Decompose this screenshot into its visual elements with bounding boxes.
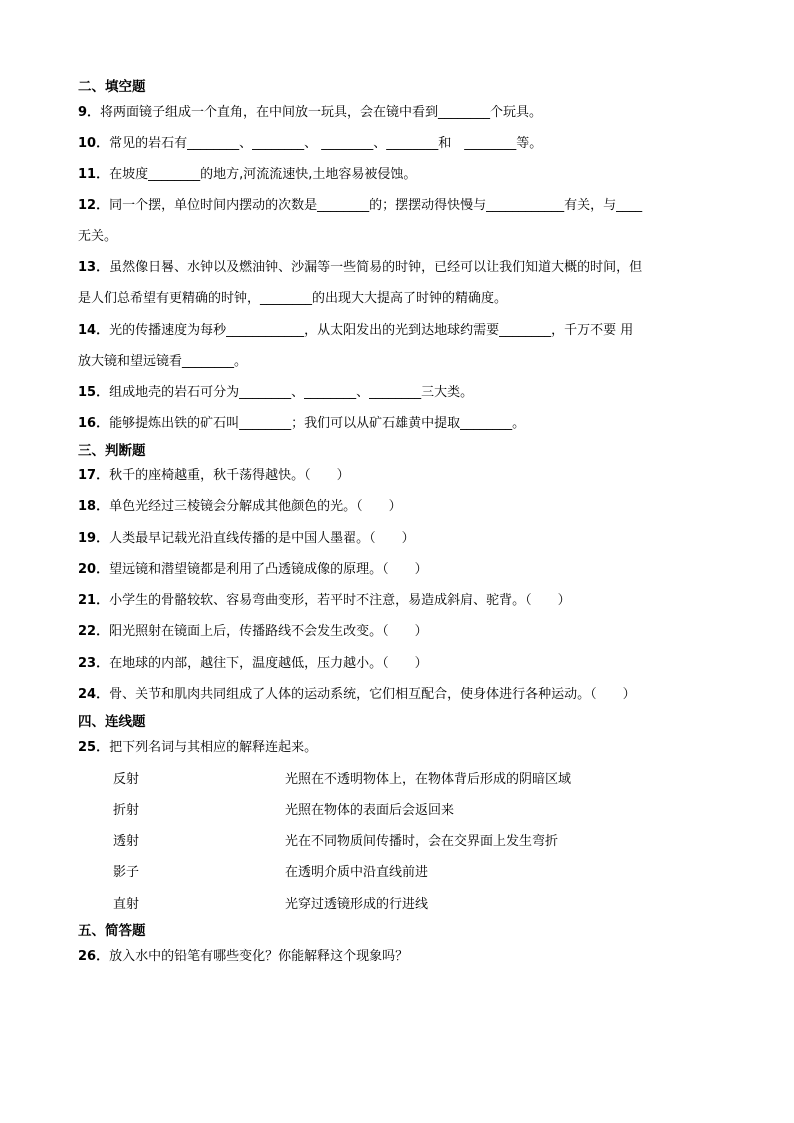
question-text: 把下列名词与其相应的解释连起来。 — [109, 740, 318, 755]
question-18 — [78, 498, 722, 516]
question-number: 9． — [78, 105, 101, 120]
question-text: 阳光照射在镜面上后，传播路线不会发生改变。（ ） — [109, 624, 428, 639]
question-17 — [78, 467, 722, 485]
question-15 — [78, 384, 722, 402]
match-term[interactable]: 透射 — [113, 834, 140, 849]
question-number: 22． — [78, 624, 110, 639]
question-text: 小学生的骨骼较软、容易弯曲变形，若平时不注意，易造成斜肩、驼背。（ ） — [109, 593, 571, 608]
question-14-continued — [78, 353, 722, 371]
question-number: 26． — [78, 949, 110, 964]
question-13 — [78, 259, 722, 277]
question-26 — [78, 948, 722, 966]
match-term[interactable]: 反射 — [113, 772, 140, 787]
question-13-continued — [78, 290, 722, 308]
question-text: 光的传播速度为每秒____________，从太阳发出的光到达地球约需要________，千万不要 用 — [109, 323, 634, 338]
match-definition[interactable]: 光照在物体的表面后会返回来 — [285, 803, 455, 818]
question-text: 是人们总希望有更精确的时钟，________的出现大大提高了时钟的精确度。 — [78, 291, 508, 306]
match-definition[interactable]: 光穿过透镜形成的行进线 — [285, 897, 429, 912]
question-21 — [78, 592, 722, 610]
question-text: 秋千的座椅越重，秋千荡得越快。（ ） — [109, 468, 350, 483]
question-text: 虽然像日晷、水钟以及燃油钟、沙漏等一些简易的时钟，已经可以让我们知道大概的时间，但 — [109, 260, 643, 275]
question-number: 14． — [78, 323, 110, 338]
question-text: 单色光经过三棱镜会分解成其他颜色的光。（ ） — [109, 499, 402, 514]
question-number: 21． — [78, 593, 110, 608]
question-25 — [78, 739, 722, 757]
question-19 — [78, 530, 722, 548]
section-heading-fill: 二、填空题 — [78, 79, 146, 95]
question-text: 人类最早记载光沿直线传播的是中国人墨翟。（ ） — [109, 531, 415, 546]
question-text: 将两面镜子组成一个直角，在中间放一玩具，会在镜中看到________个玩具。 — [100, 105, 543, 120]
match-term[interactable]: 影子 — [113, 865, 140, 880]
question-23 — [78, 655, 722, 673]
question-number: 13． — [78, 260, 110, 275]
question-text: 望远镜和潜望镜都是利用了凸透镜成像的原理。（ ） — [109, 562, 428, 577]
question-number: 16． — [78, 416, 110, 431]
question-22 — [78, 623, 722, 641]
question-number: 24． — [78, 687, 110, 702]
question-text: 在坡度________的地方,河流流速快,土地容易被侵蚀。 — [109, 167, 417, 182]
question-number: 15． — [78, 385, 110, 400]
question-number: 25． — [78, 740, 110, 755]
question-number: 18． — [78, 499, 110, 514]
match-definition[interactable]: 在透明介质中沿直线前进 — [285, 865, 429, 880]
question-9 — [78, 104, 722, 122]
question-16 — [78, 415, 722, 433]
question-number: 10． — [78, 136, 110, 151]
question-20 — [78, 561, 722, 579]
section-heading-judge: 三、判断题 — [78, 443, 146, 459]
question-12 — [78, 197, 722, 215]
question-10 — [78, 135, 722, 153]
match-definition[interactable]: 光在不同物质间传播时，会在交界面上发生弯折 — [285, 834, 559, 849]
section-heading-short: 五、简答题 — [78, 923, 146, 939]
question-number: 19． — [78, 531, 110, 546]
question-number: 23． — [78, 656, 110, 671]
question-text: 同一个摆，单位时间内摆动的次数是________的；摆摆动得快慢与____________有关，与____ — [109, 198, 643, 213]
match-term[interactable]: 直射 — [113, 897, 140, 912]
question-text: 能够提炼出铁的矿石叫________；我们可以从矿石雄黄中提取________。 — [109, 416, 526, 431]
question-number: 11． — [78, 167, 110, 182]
question-11 — [78, 166, 722, 184]
question-text: 组成地壳的岩石可分为________、________、________三大类。 — [109, 385, 474, 400]
question-number: 20． — [78, 562, 110, 577]
match-term[interactable]: 折射 — [113, 803, 140, 818]
question-number: 12． — [78, 198, 110, 213]
question-text: 放大镜和望远镜看________。 — [78, 354, 248, 369]
question-text: 无关。 — [78, 229, 118, 244]
section-heading-match: 四、连线题 — [78, 714, 146, 730]
question-24 — [78, 686, 722, 704]
question-text: 骨、关节和肌肉共同组成了人体的运动系统，它们相互配合，使身体进行各种运动。（ ） — [109, 687, 636, 702]
question-14 — [78, 322, 722, 340]
question-text: 常见的岩石有________、________、 ________、________和 ________等。 — [109, 136, 543, 151]
question-text: 在地球的内部，越往下，温度越低，压力越小。（ ） — [109, 656, 428, 671]
match-definition[interactable]: 光照在不透明物体上，在物体背后形成的阴暗区域 — [285, 772, 572, 787]
question-12-continued — [78, 228, 722, 246]
question-number: 17． — [78, 468, 110, 483]
question-text: 放入水中的铅笔有哪些变化？你能解释这个现象吗？ — [109, 949, 409, 964]
